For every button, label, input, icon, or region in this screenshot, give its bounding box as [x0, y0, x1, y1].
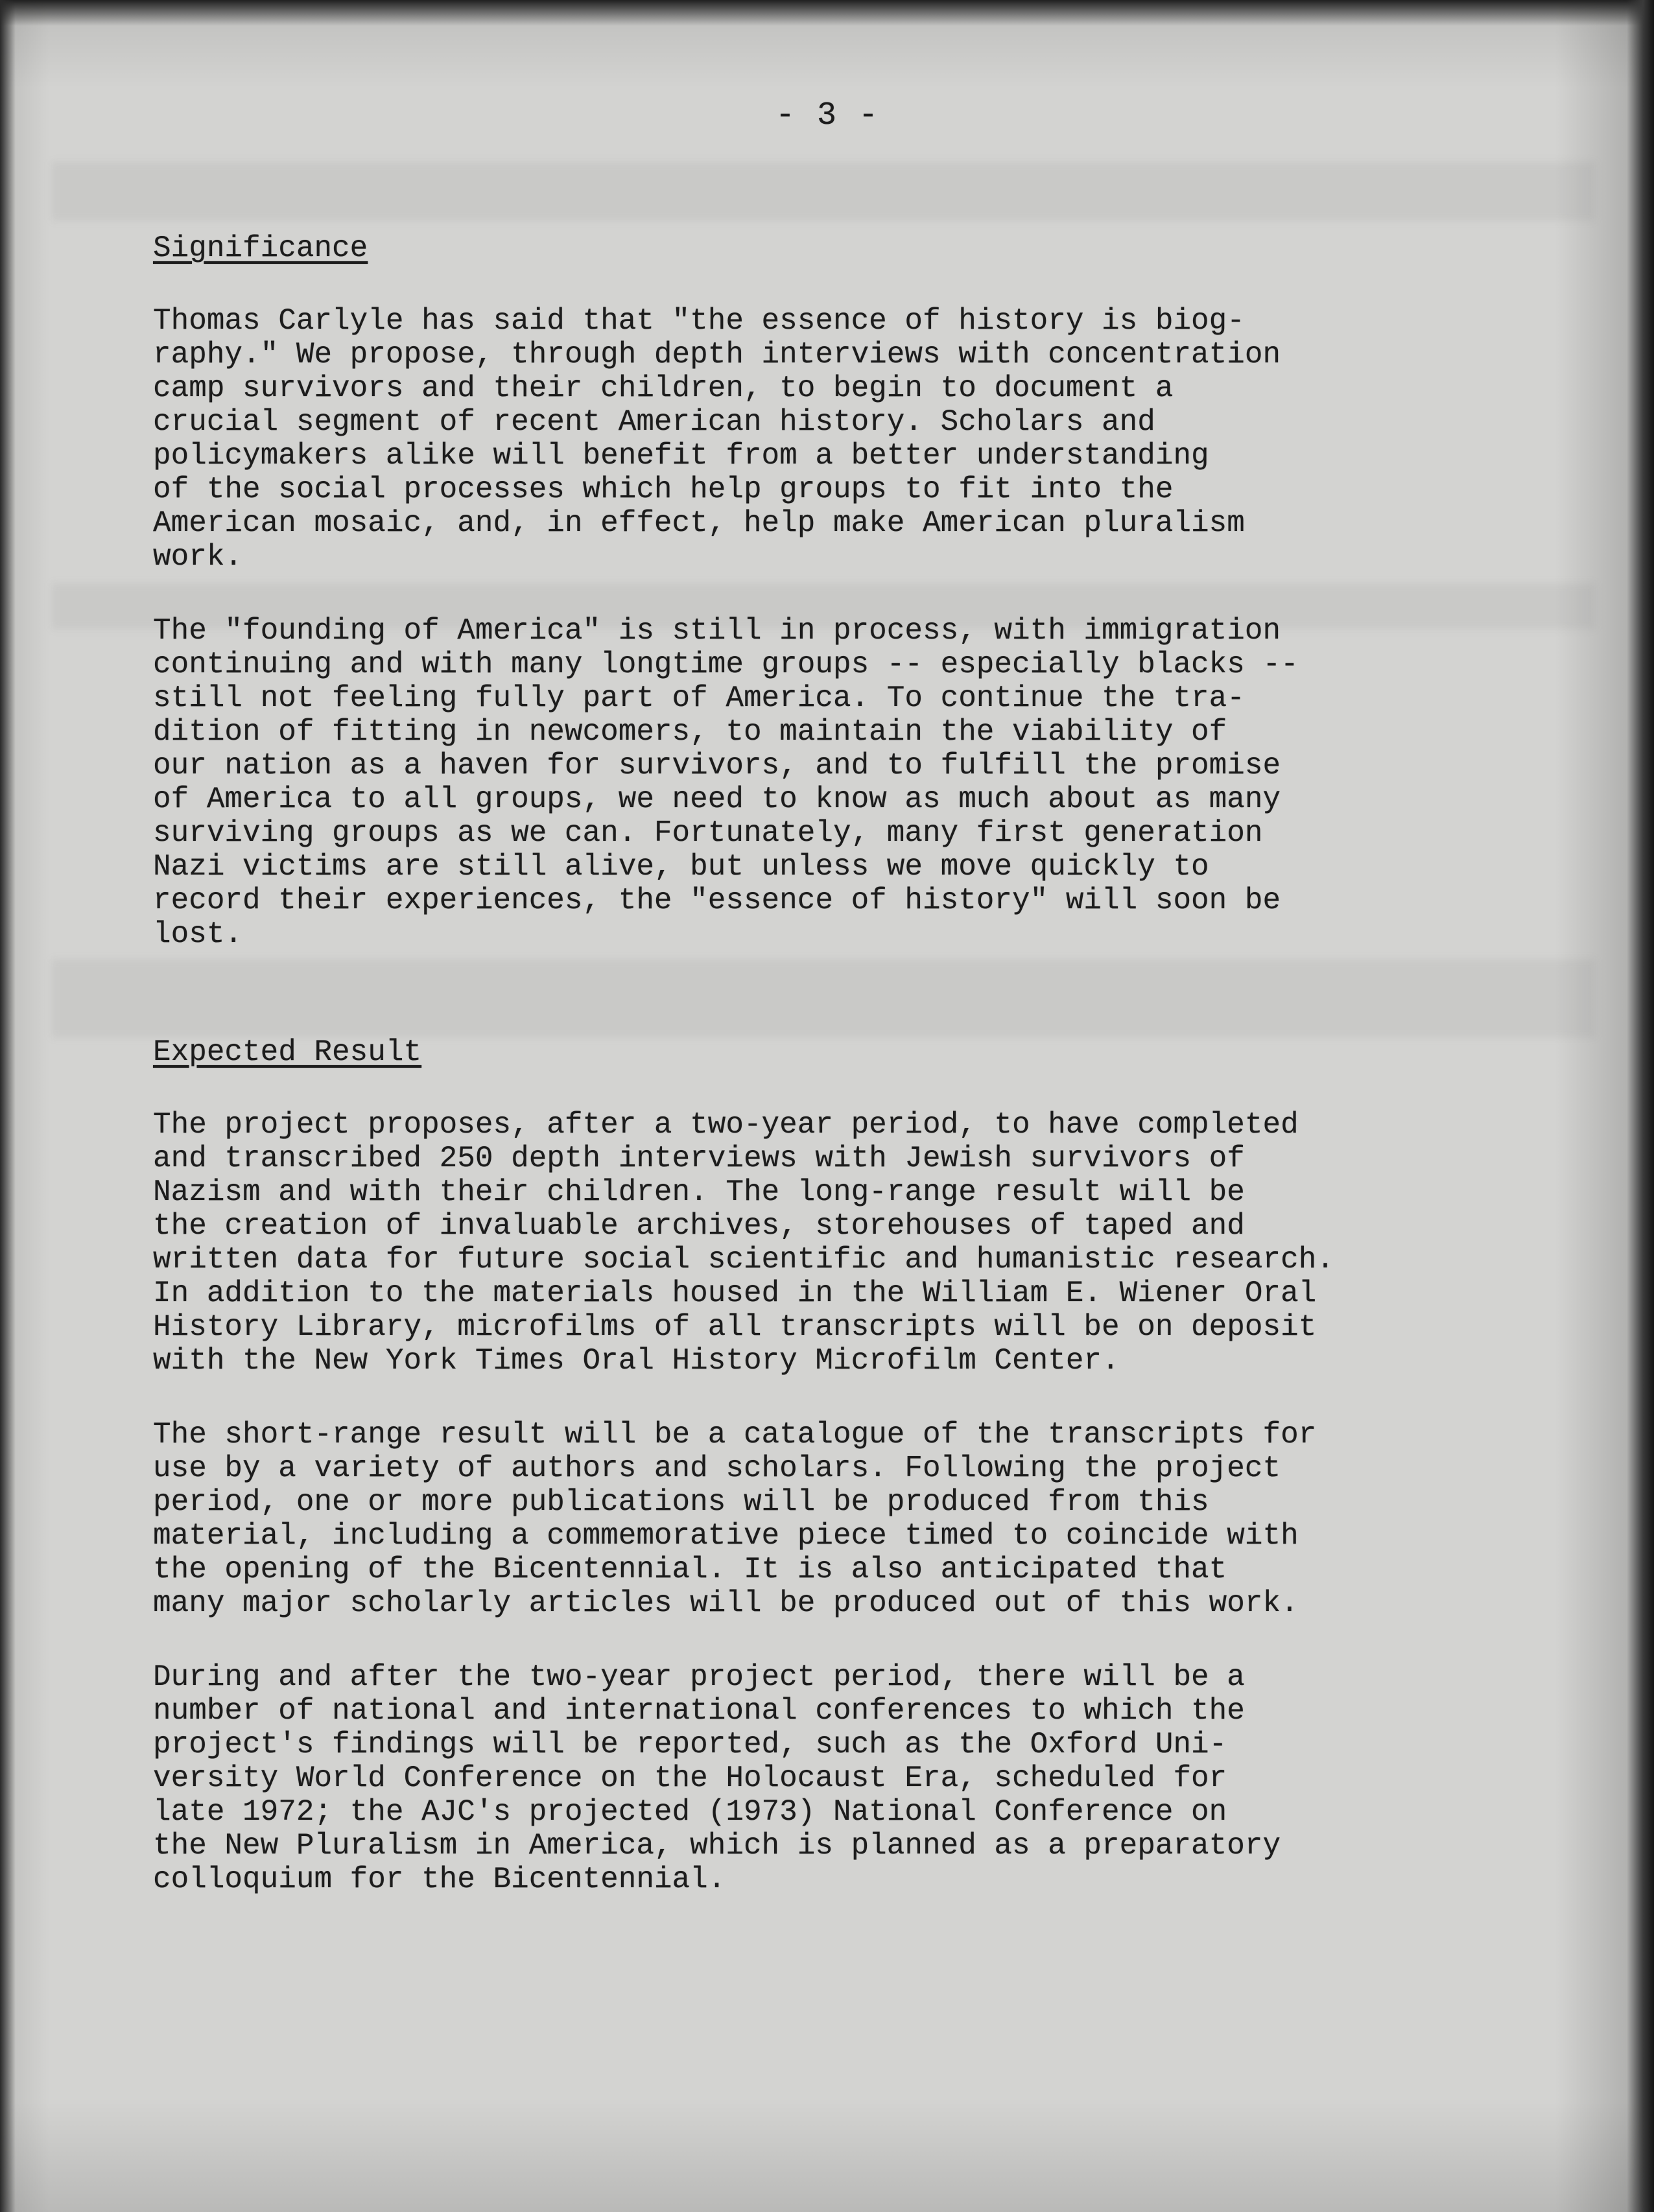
text-line: The short-range result will be a catalogue of the transcripts for	[153, 1418, 1317, 1452]
text-line: period, one or more publications will be produced from this	[153, 1485, 1209, 1519]
document-body	[153, 97, 1502, 1896]
text-line: History Library, microfilms of all transcripts will be on deposit	[153, 1310, 1317, 1344]
text-line: During and after the two-year project period, there will be a	[153, 1660, 1245, 1694]
expected-result-paragraph-1	[153, 1108, 1502, 1378]
significance-paragraph-1	[153, 304, 1502, 574]
text-line: colloquium for the Bicentennial.	[153, 1863, 726, 1896]
text-line: continuing and with many longtime groups -- especially blacks --	[153, 648, 1299, 681]
text-line: the New Pluralism in America, which is planned as a preparatory	[153, 1829, 1281, 1863]
text-line: and transcribed 250 depth interviews with Jewish survivors of	[153, 1142, 1245, 1175]
text-line: dition of fitting in newcomers, to maintain the viability of	[153, 715, 1227, 749]
text-line: The "founding of America" is still in process, with immigration	[153, 614, 1281, 648]
text-line: lost.	[153, 917, 243, 951]
text-line: use by a variety of authors and scholars. Following the project	[153, 1452, 1281, 1485]
scan-edge-right	[1627, 0, 1654, 2212]
text-line: American mosaic, and, in effect, help make American pluralism	[153, 506, 1245, 540]
text-line: the opening of the Bicentennial. It is also anticipated that	[153, 1553, 1227, 1586]
text-line: versity World Conference on the Holocaust Era, scheduled for	[153, 1761, 1227, 1795]
text-line: surviving groups as we can. Fortunately, many first generation	[153, 816, 1263, 850]
text-line: material, including a commemorative piece timed to coincide with	[153, 1519, 1299, 1553]
text-line: work.	[153, 540, 243, 574]
text-line: our nation as a haven for survivors, and to fulfill the promise	[153, 749, 1281, 782]
text-line: Nazi victims are still alive, but unless we move quickly to	[153, 850, 1209, 884]
text-line: written data for future social scientific and humanistic research.	[153, 1243, 1334, 1277]
text-line: number of national and international conferences to which the	[153, 1694, 1245, 1728]
text-line: Thomas Carlyle has said that "the essence of history is biog-	[153, 304, 1245, 338]
expected-result-paragraph-3	[153, 1660, 1502, 1896]
text-line: late 1972; the AJC's projected (1973) National Conference on	[153, 1795, 1227, 1829]
text-line: Nazism and with their children. The long-range result will be	[153, 1175, 1245, 1209]
expected-result-paragraph-2	[153, 1418, 1502, 1620]
section-heading-expected-result: Expected Result	[153, 1035, 422, 1069]
text-line: project's findings will be reported, such as the Oxford Uni-	[153, 1728, 1227, 1761]
text-line: In addition to the materials housed in the William E. Wiener Oral	[153, 1277, 1317, 1310]
text-line: of America to all groups, we need to know as much about as many	[153, 782, 1281, 816]
text-line: crucial segment of recent American history. Scholars and	[153, 405, 1155, 439]
text-line: the creation of invaluable archives, storehouses of taped and	[153, 1209, 1245, 1243]
significance-paragraph-2	[153, 614, 1502, 951]
text-line: of the social processes which help groups to fit into the	[153, 473, 1174, 506]
text-line: with the New York Times Oral History Microfilm Center.	[153, 1344, 1120, 1378]
text-line: raphy." We propose, through depth interviews with concentration	[153, 338, 1281, 371]
text-line: camp survivors and their children, to begin to document a	[153, 371, 1174, 405]
page-number: - 3 -	[775, 97, 880, 134]
scan-edge-left	[0, 0, 16, 2212]
text-line: policymakers alike will benefit from a better understanding	[153, 439, 1209, 473]
text-line: still not feeling fully part of America. To continue the tra-	[153, 681, 1245, 715]
text-line: record their experiences, the "essence of history" will soon be	[153, 884, 1281, 917]
text-line: many major scholarly articles will be produced out of this work.	[153, 1586, 1299, 1620]
scan-edge-top	[0, 0, 1654, 26]
section-heading-significance: Significance	[153, 231, 368, 265]
text-line: The project proposes, after a two-year period, to have completed	[153, 1108, 1299, 1142]
